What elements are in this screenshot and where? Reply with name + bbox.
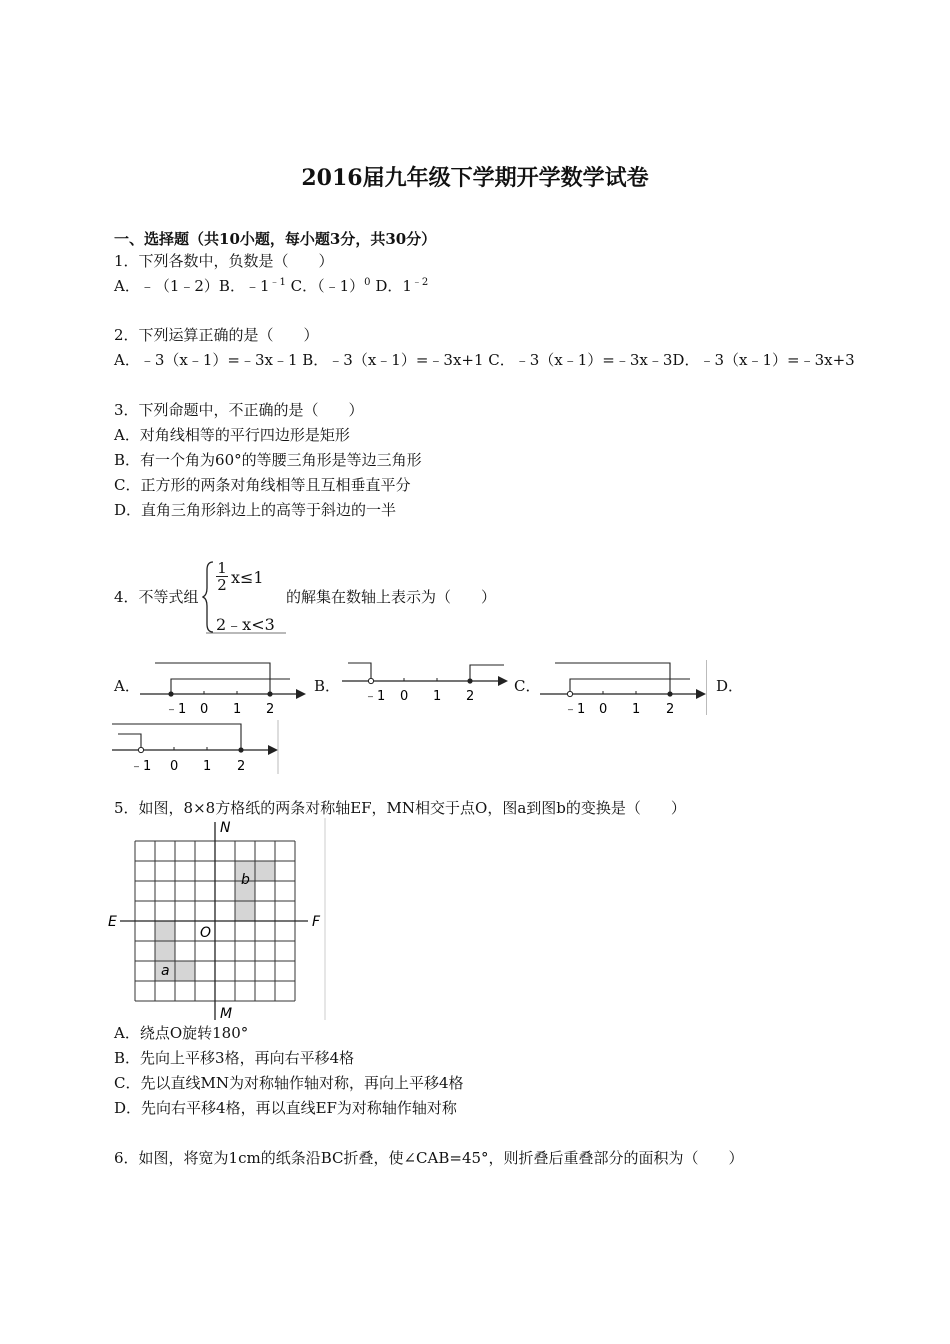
number-line-c [540,655,710,717]
q1-exp-c: 0 [364,277,371,288]
q1-exp-d: ﹣2 [411,277,429,288]
q5-option-a: A．绕点O旋转180° [114,1024,249,1042]
inequality-2: 2﹣x<3 [216,615,275,634]
fraction-numerator: 1 [217,559,227,577]
q5-option-c: C．先以直线MN为对称轴作轴对称，再向上平移4格 [114,1074,464,1092]
q2-stem: 2．下列运算正确的是（ ） [114,326,319,344]
q1-option-d: D．1 [370,277,412,295]
tick-label: 0 [170,759,179,774]
q5-option-b: B．先向上平移3格，再向右平移4格 [114,1049,355,1067]
q3-option-b: B．有一个角为60°的等腰三角形是等边三角形 [114,451,422,469]
number-line-a [140,655,310,717]
q1-exp-b: ﹣1 [269,277,286,288]
q4-label-b: B． [314,677,341,695]
tick-label: ﹣1 [165,702,187,717]
tick-label: 2 [266,702,275,717]
q4-label-c: C． [514,677,541,695]
tick-label: 1 [233,702,242,717]
q3-stem: 3．下列命题中，不正确的是（ ） [114,401,364,419]
tick-label: ﹣1 [130,759,152,774]
grid-figure [108,818,330,1020]
tick-label: 0 [400,689,409,704]
tick-label: 2 [466,689,475,704]
tick-label: 2 [237,759,246,774]
label-o: O [200,925,212,941]
label-m: M [220,1006,233,1020]
label-e: E [108,914,117,930]
tick-label: 1 [433,689,442,704]
tick-label: 0 [200,702,209,717]
q1-stem: 1．下列各数中，负数是（ ） [114,252,334,270]
q4-suffix: 的解集在数轴上表示为（ ） [286,588,497,606]
number-line-b [342,655,512,717]
q3-option-a: A．对角线相等的平行四边形是矩形 [114,426,350,444]
tick-label: ﹣1 [364,689,386,704]
fraction-denominator: 2 [217,576,227,594]
q3-option-d: D．直角三角形斜边上的高等于斜边的一半 [114,501,397,519]
q1-options [114,276,428,296]
label-n: N [220,820,231,836]
page-title: 2016届九年级下学期开学数学试卷 [301,165,649,191]
tick-label: 0 [599,702,608,717]
label-b: b [241,872,250,888]
inequality-1: x≤1 [231,568,264,587]
q4-prefix: 4．不等式组 [114,588,199,606]
q1-option-ab: A．﹣（1﹣2）B．﹣1 [114,277,270,295]
q5-option-d: D．先向右平移4格，再以直线EF为对称轴作轴对称 [114,1099,457,1117]
tick-label: ﹣1 [564,702,586,717]
q1-option-c: C．（﹣1） [285,277,365,295]
inequality-system [202,558,286,636]
tick-label: 1 [203,759,212,774]
section-heading: 一、选择题（共10小题，每小题3分，共30分） [114,230,437,248]
fraction [216,560,228,593]
tick-label: 1 [632,702,641,717]
number-line-d [112,718,292,776]
tick-label: 2 [666,702,675,717]
q6-stem: 6．如图，将宽为1cm的纸条沿BC折叠，使∠CAB=45°，则折叠后重叠部分的面积为（ ） [114,1149,744,1167]
q2-options: A．﹣3（x﹣1）=﹣3x﹣1 B．﹣3（x﹣1）=﹣3x+1 C．﹣3（x﹣1）=﹣3x﹣3D．﹣3（x﹣1）=﹣3x+3 [114,351,855,369]
label-f: F [312,914,321,930]
q3-option-c: C．正方形的两条对角线相等且互相垂直平分 [114,476,411,494]
q4-label-d: D． [716,677,744,695]
divider [706,660,707,715]
q5-stem: 5．如图，8×8方格纸的两条对称轴EF，MN相交于点O，图a到图b的变换是（ ） [114,799,686,817]
q4-label-a: A． [114,677,140,695]
label-a: a [161,963,170,979]
